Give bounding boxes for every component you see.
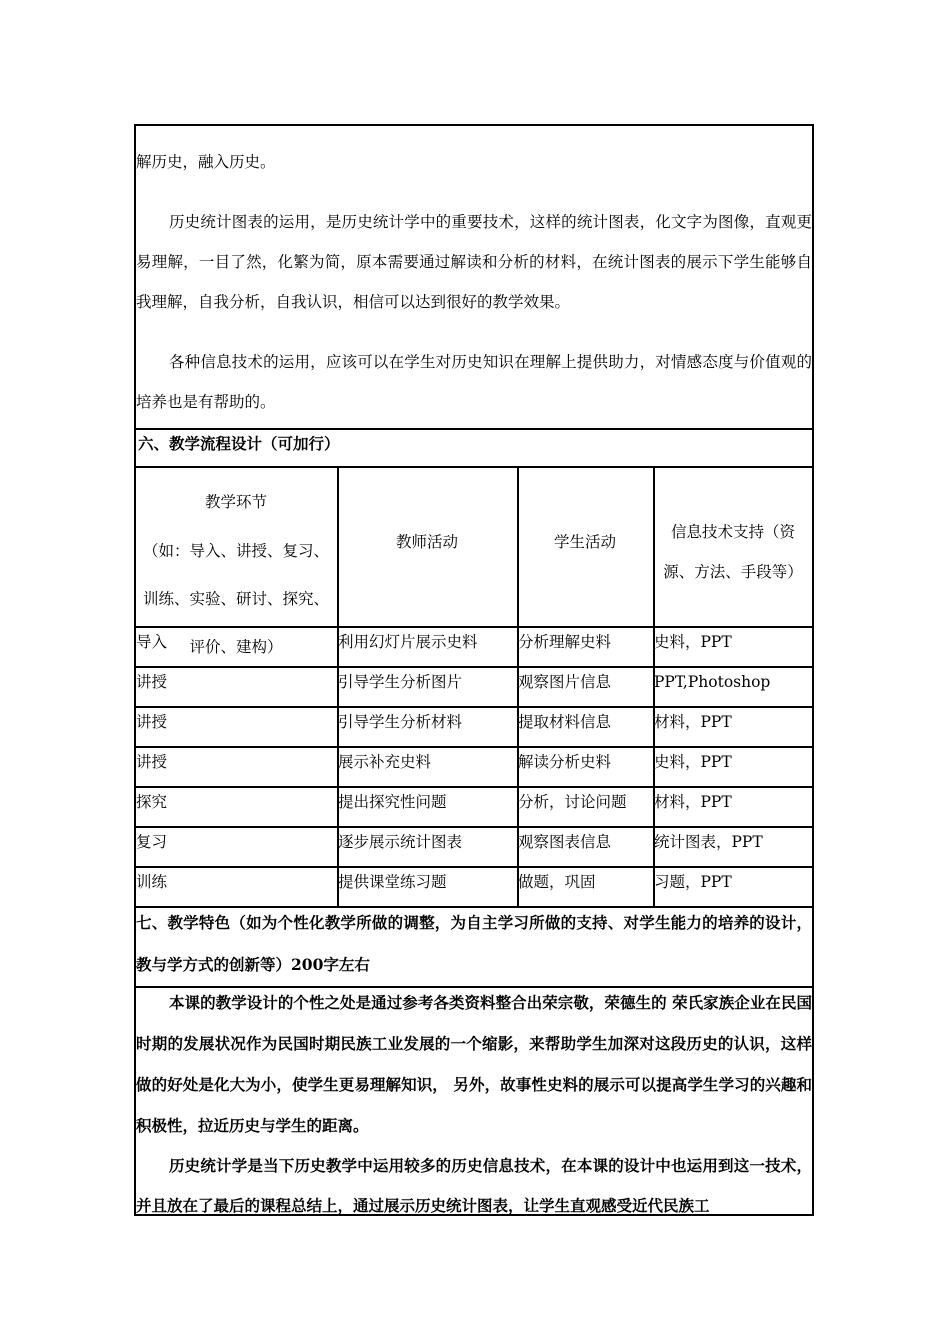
table-cell-tech: 材料，PPT: [654, 713, 732, 731]
table-cell-tech: 习题，PPT: [654, 873, 732, 891]
table-cell-tech: 史料，PPT: [654, 753, 732, 771]
header-stage: 教学环节 （如：导入、讲授、复习、 训练、实验、研讨、探究、 评价、建构）: [142, 493, 329, 656]
table-cell-student: 分析理解史料: [518, 633, 612, 651]
header-teacher: 教师活动: [395, 533, 458, 551]
table-cell-teacher: 提出探究性问题: [338, 793, 447, 811]
table-row-divider: [136, 666, 812, 668]
section7-paragraph-1: 本课的教学设计的个性之处是通过参考各类资料整合出荣宗敬，荣德生的 荣氏家族企业在民国时期的发展状况作为民国时期民族工业发展的一个缩影，来帮助学生加深对这段历史的认识，这样做的好处是化大为小，使学生更易理解知识， 另外，故事性史料的展示可以提高学生学习的兴趣和积极性，拉近历史与学生的距离。: [136, 993, 812, 1135]
lesson-plan-table: [134, 124, 814, 1216]
table-cell-teacher: 展示补充史料: [338, 753, 432, 771]
table-row-divider: [136, 746, 812, 748]
table-row-divider: [136, 866, 812, 868]
table-cell-student: 分析，讨论问题: [518, 793, 627, 811]
table-cell-stage: 导入: [136, 633, 168, 651]
table-cell-teacher: 利用幻灯片展示史料: [338, 633, 478, 651]
header-student: 学生活动: [553, 533, 616, 551]
table-cell-stage: 探究: [136, 793, 168, 811]
table-row-divider: [136, 626, 812, 628]
table-cell-student: 解读分析史料: [518, 753, 612, 771]
table-cell-tech: 史料，PPT: [654, 633, 732, 651]
table-cell-tech: 统计图表，PPT: [654, 833, 763, 851]
table-cell-tech: 材料，PPT: [654, 793, 732, 811]
table-cell-stage: 训练: [136, 873, 168, 891]
table-cell-stage: 讲授: [136, 673, 168, 691]
intro-paragraph-charts: 历史统计图表的运用，是历史统计学中的重要技术，这样的统计图表，化文字为图像，直观更易理解，一目了然，化繁为简，原本需要通过解读和分析的材料，在统计图表的展示下学生能够自我理解，自我分析，自我认识，相信可以达到很好的教学效果。: [136, 213, 812, 311]
divider: [136, 428, 812, 430]
table-cell-stage: 复习: [136, 833, 168, 851]
section6-title: 六、教学流程设计（可加行）: [138, 434, 340, 453]
table-cell-tech: PPT,Photoshop: [654, 673, 771, 691]
section7-paragraph-2: 历史统计学是当下历史教学中运用较多的历史信息技术，在本课的设计中也运用到这一技术，并且放在了最后的课程总结上，通过展示历史统计图表，让学生直观感受近代民族工: [136, 1156, 812, 1214]
intro-paragraph-it: 各种信息技术的运用，应该可以在学生对历史知识在理解上提供助力，对情感态度与价值观的培养也是有帮助的。: [136, 353, 812, 411]
table-cell-teacher: 逐步展示统计图表: [338, 833, 463, 851]
table-row-divider: [136, 786, 812, 788]
table-cell-student: 观察图表信息: [518, 833, 612, 851]
table-cell-teacher: 提供课堂练习题: [338, 873, 447, 891]
table-cell-student: 观察图片信息: [518, 673, 612, 691]
table-cell-stage: 讲授: [136, 753, 168, 771]
intro-paragraph-tail: 解历史，融入历史。: [136, 153, 276, 171]
table-cell-student: 提取材料信息: [518, 713, 612, 731]
table-row-divider: [136, 706, 812, 708]
table-row-divider: [136, 826, 812, 828]
table-cell-student: 做题，巩固: [518, 873, 596, 891]
section7-title: 七、教学特色（如为个性化教学所做的调整，为自主学习所做的支持、对学生能力的培养的设计，教与学方式的创新等）200字左右: [136, 913, 812, 974]
divider: [136, 466, 812, 468]
header-tech: 信息技术支持（资源、方法、手段等）: [663, 523, 803, 581]
table-cell-teacher: 引导学生分析材料: [338, 713, 463, 731]
table-cell-stage: 讲授: [136, 713, 168, 731]
table-cell-teacher: 引导学生分析图片: [338, 673, 463, 691]
